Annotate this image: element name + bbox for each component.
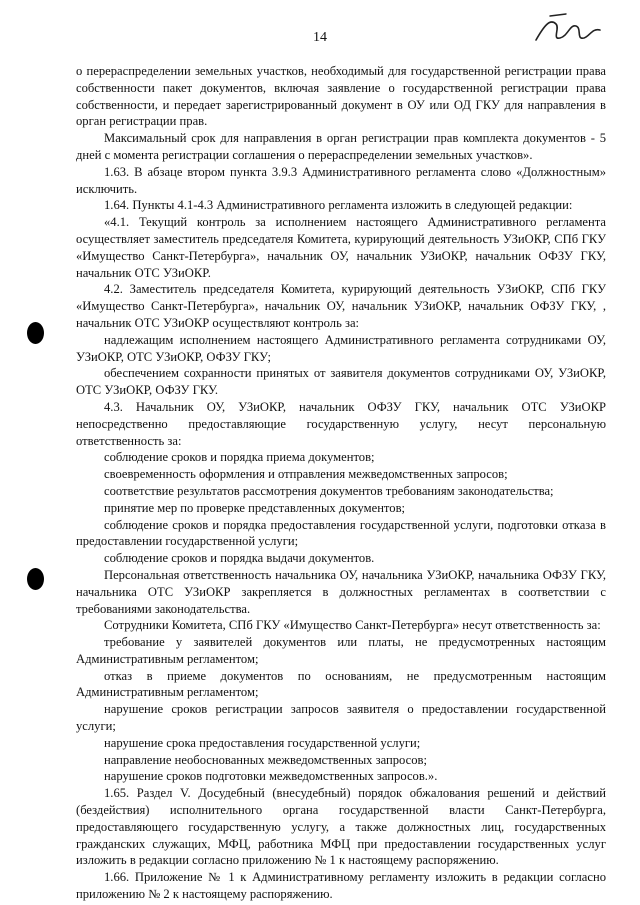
paragraph: соблюдение сроков и порядка приема документов;	[104, 450, 375, 465]
punch-hole	[27, 322, 44, 344]
paragraph: отказ в приеме документов по основаниям, не предусмотренным настоящим Административным регламентом;	[76, 668, 606, 700]
paragraph: «4.1. Текущий контроль за исполнением настоящего Административного регламента осуществляет заместитель председателя Комитета, курирующий деятельность УЗиОКР, СПб ГКУ «Имущество Санкт-Петербурга», начальник ОУ, начальник УЗиОКР, начальник ОФЗУ ГКУ, начальник ОТС УЗиОКР.	[76, 215, 606, 280]
paragraph: 1.63. В абзаце втором пункта 3.9.3 Административного регламента слово «Должностным» исключить.	[76, 164, 606, 196]
paragraph: нарушение сроков регистрации запросов заявителя о предоставлении государственной услуги;	[76, 702, 606, 734]
paragraph: соответствие результатов рассмотрения документов требованиям законодательства;	[104, 483, 554, 498]
paragraph: Персональная ответственность начальника ОУ, начальника УЗиОКР, начальника ОФЗУ ГКУ, начальника ОТС УЗиОКР закрепляется в должностных регламентах в соответствии с требованиями законодательства.	[76, 567, 606, 616]
handwritten-signature	[530, 10, 610, 50]
paragraph: Сотрудники Комитета, СПб ГКУ «Имущество Санкт-Петербурга» несут ответственность за:	[104, 618, 601, 633]
paragraph: направление необоснованных межведомственных запросов;	[104, 752, 427, 767]
paragraph: 4.2. Заместитель председателя Комитета, курирующий деятельность УЗиОКР, СПб ГКУ «Имущество Санкт-Петербурга», начальник ОУ, начальник УЗиОКР, начальник ОФЗУ ГКУ, , начальник ОТС УЗиОКР осуществляют контроль за:	[76, 282, 606, 330]
paragraph: о перераспределении земельных участков, необходимый для государственной регистрации права собственности пакет документов, включая заявление о государственной регистрации права собственности, и передает зарегистрированный документ в ОУ или ОД ГКУ для направления в орган регистрации прав.	[76, 64, 606, 129]
paragraph: своевременность оформления и отправления межведомственных запросов;	[104, 467, 508, 482]
paragraph: 4.3. Начальник ОУ, УЗиОКР, начальник ОФЗУ ГКУ, начальник ОТС УЗиОКР непосредственно предоставляющие государственную услугу, несут персональную ответственность за:	[76, 399, 606, 448]
paragraph: соблюдение сроков и порядка выдачи документов.	[104, 551, 375, 566]
document-body	[76, 63, 606, 903]
paragraph: надлежащим исполнением настоящего Административного регламента сотрудниками ОУ, УЗиОКР, ОТС УЗиОКР, ОФЗУ ГКУ;	[76, 332, 606, 364]
page-number: 14	[313, 30, 327, 45]
paragraph: соблюдение сроков и порядка предоставления государственной услуги, подготовки отказа в предоставлении государственной услуги;	[76, 517, 606, 549]
paragraph: 1.64. Пункты 4.1-4.3 Административного регламента изложить в следующей редакции:	[104, 198, 573, 213]
paragraph: 1.66. Приложение № 1 к Административному регламенту изложить в редакции согласно приложению № 2 к настоящему распоряжению.	[76, 870, 606, 902]
paragraph: Максимальный срок для направления в орган регистрации прав комплекта документов - 5 дней с момента регистрации соглашения о перераспределении земельных участков».	[76, 131, 606, 162]
paragraph: нарушение сроков подготовки межведомственных запросов.».	[104, 769, 438, 784]
paragraph: нарушение срока предоставления государственной услуги;	[104, 735, 421, 750]
paragraph: 1.65. Раздел V. Досудебный (внесудебный) порядок обжалования решений и действий (бездействия) исполнительного органа государственной власти Санкт-Петербурга, предоставляющего государственную услугу, а также должностных лиц, государственных гражданских служащих, МФЦ, работника МФЦ при предоставлении государственных услуг изложить в редакции согласно приложению № 1 к настоящему распоряжению.	[76, 786, 606, 868]
paragraph: принятие мер по проверке представленных документов;	[104, 500, 406, 515]
paragraph: требование у заявителей документов или платы, не предусмотренных настоящим Административным регламентом;	[76, 635, 606, 666]
paragraph: обеспечением сохранности принятых от заявителя документов сотрудниками ОУ, УЗиОКР, ОТС УЗиОКР, ОФЗУ ГКУ.	[76, 366, 606, 398]
punch-hole	[27, 568, 44, 590]
